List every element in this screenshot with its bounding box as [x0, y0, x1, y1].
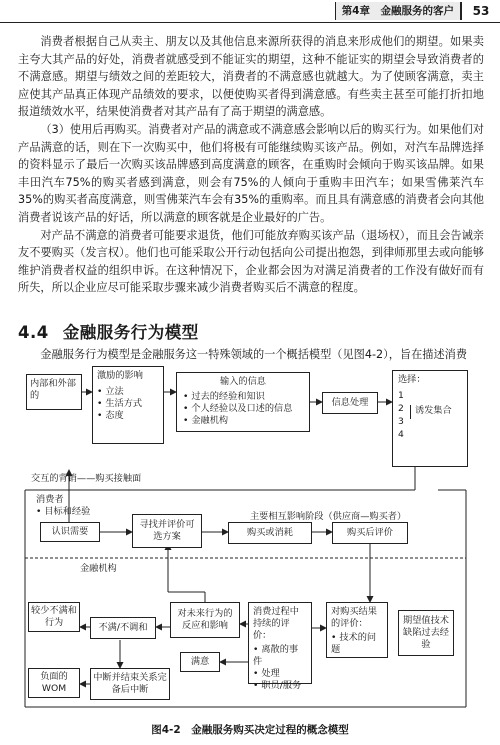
choice-number: 4 [398, 429, 404, 440]
motivation-box [92, 366, 164, 444]
paragraph: （3）使用后再购买。消费者对产品的满意或不满意感会影响以后的购买行为。如果他们对产品满意的话，则在下一次购买中，他们将极有可能继续购买该产品。例如，对汽车品牌选择的资料显示了最后一次购买该品牌感到高度满意的顾客，在重购时会倾向于购买该品牌。如果丰田汽车75%的购买者感到满意，则会有75%的人倾向于重购丰田汽车；如果雪佛莱汽车35%的购买者高度满意，则雪佛莱汽车会有35%的重购率。而且具有满意感的消费者会向其他消费者说该产品的好话，所以满意的顾客就是企业最好的广告。 [18, 122, 484, 224]
search-evaluate-label: 寻找并评价可选方案 [139, 519, 195, 542]
purchase-label: 购买或消耗 [247, 527, 293, 538]
choice-box [392, 370, 468, 467]
evoked-set-label: 诱发集合 [410, 405, 452, 419]
consumer-block: 消费者 • 目标和经验 [36, 494, 91, 517]
input-info-box [176, 372, 310, 432]
chapter-label: 第4章 金融服务的客户 [335, 2, 460, 20]
motivation-item: • 态度 [97, 410, 159, 422]
input-info-title: 输入的信息 [220, 376, 266, 387]
result-evaluation-item: • 技术的问题 [331, 632, 383, 656]
motivation-item: • 生活方式 [97, 398, 159, 410]
search-evaluate-box [132, 514, 202, 548]
choice-number: 3 [398, 416, 404, 427]
dissatisfaction-box [90, 617, 156, 639]
section-number: 4.4 [18, 323, 49, 342]
choice-title: 选择： [398, 374, 426, 385]
future-behavior-box [170, 602, 240, 638]
result-evaluation-title: 对购买结果的评价： [331, 606, 377, 629]
paragraph: 对产品不满意的消费者可能要求退货，他们可能放弃购买该产品（退场权），而且会告诫亲友不要购买（发言权）。他们也可能采取公开行动包括向公司提出抱怨，到律师那里去或向能够维护消费者权益的组织申诉。在这种情况下，企业都会因为对满足消费者的工作没有做好而有所失，所以企业应尽可能采取步骤来减少消费者购买后不满意的程度。 [18, 228, 484, 295]
motivation-title: 激励的影响 [97, 370, 143, 381]
section-title [18, 319, 484, 343]
consumer-title: 消费者 [36, 494, 64, 505]
choice-number: 1 [398, 390, 404, 401]
less-dissatisfaction-label: 较少不满和行为 [31, 605, 77, 628]
page-header [0, 0, 500, 23]
post-evaluation-label: 购买后评价 [347, 527, 393, 538]
inner-outer-label: 内部和外部的 [30, 378, 76, 401]
satisfaction-label: 满意 [190, 656, 210, 667]
intro-text: 金融服务行为模型是金融服务这一特殊领域的一个概括模型（见图4-2），旨在描述消费 [40, 348, 468, 361]
process-evaluation-title: 消费过程中持续的评价： [253, 606, 299, 641]
input-info-item: • 金融机构 [183, 415, 303, 427]
process-evaluation-item: • 职员/服务 [253, 680, 307, 692]
section-heading: 金融服务行为模型 [62, 323, 199, 342]
purchase-box [228, 522, 312, 544]
terminate-box [90, 668, 170, 700]
need-recognition-box [40, 522, 100, 542]
expectation-box [398, 610, 454, 656]
paragraph: 消费者根据自己从卖主、朋友以及其他信息来源所获得的消息来形成他们的期望。如果卖主夸大其产品的好处，消费者就感受到不能证实的期望，这种不能证实的期望会导致消费者的不满意感。期望与绩效之间的差距较大，消费者的不满意感也就越大。为了使顾客满意，卖主应使其产品真正体现产品绩效的要求，以便使购买者得到满意感。有些卖主甚至可能打折扣地报道绩效水平，结果使消费者对其产品有了高于期望的满意感。 [18, 35, 484, 119]
contact-title: 交互的背销——购买接触面 [31, 473, 142, 484]
process-evaluation-item: • 离散的事件 [253, 644, 307, 668]
choice-number: 2 [398, 403, 404, 414]
post-evaluation-box [332, 522, 408, 544]
need-recognition-label: 认识需要 [51, 526, 89, 537]
input-info-item: • 个人经验以及口述的信息 [183, 403, 303, 415]
result-evaluation-box [326, 602, 388, 658]
negative-wom-label: 负面的WOM [40, 671, 68, 694]
input-info-item: • 过去的经验和知识 [183, 391, 303, 403]
satisfaction-box [180, 652, 220, 672]
terminate-label: 中断并结束关系完备后中断 [93, 672, 167, 695]
negative-wom-box [28, 668, 80, 698]
figure-4-2 [0, 362, 500, 722]
body-text [18, 33, 484, 297]
info-processing-box [322, 392, 378, 414]
future-behavior-label: 对未来行为的反应和影响 [177, 608, 233, 631]
page-number: 53 [460, 2, 500, 20]
motivation-item: • 立法 [97, 386, 159, 398]
expectation-label: 期望值技术缺陷过去经验 [403, 615, 449, 650]
consumer-item: 目标和经验 [44, 506, 91, 517]
dissatisfaction-label: 不满/不调和 [98, 622, 148, 633]
info-processing-label: 信息处理 [331, 397, 369, 408]
figure-caption: 图4-2 金融服务购买决定过程的概念模型 [151, 724, 349, 736]
institution-label: 金融机构 [80, 563, 117, 574]
less-dissatisfaction-box [28, 602, 80, 632]
process-evaluation-item: • 处理 [253, 668, 307, 680]
main-stage-label: 主要相互影响阶段（供应商—购买者） [250, 511, 407, 522]
inner-outer-box [26, 374, 82, 410]
process-evaluation-box [248, 602, 312, 691]
